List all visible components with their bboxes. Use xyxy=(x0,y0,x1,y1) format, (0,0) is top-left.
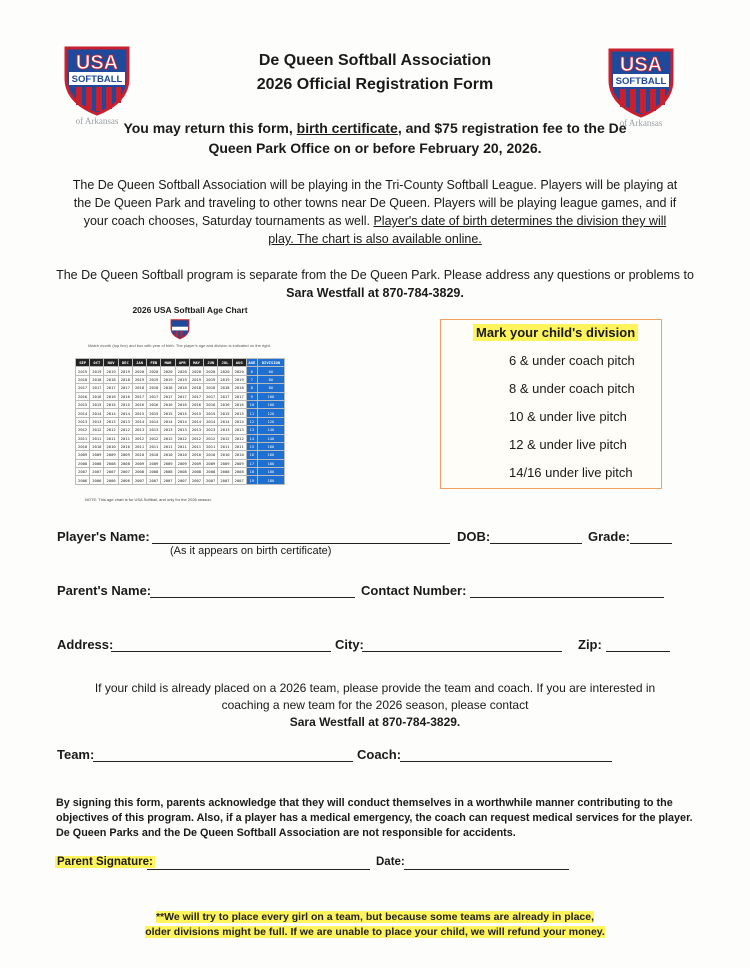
parent-name-label: Parent's Name: xyxy=(57,583,152,598)
age-chart-year-cell: 2019 xyxy=(118,367,132,375)
age-chart-division-cell: 16U xyxy=(257,451,284,459)
age-chart-year-cell: 2018 xyxy=(118,375,132,383)
placed-notice xyxy=(70,680,680,731)
logo-brand: USA xyxy=(75,52,119,74)
logo-subtitle: of Arkansas xyxy=(75,116,119,126)
age-chart-year-cell: 2016 xyxy=(104,392,118,400)
player-name-field[interactable] xyxy=(152,543,450,544)
age-chart-year-cell: 2010 xyxy=(218,451,232,459)
age-chart-year-cell: 2011 xyxy=(76,434,90,442)
age-chart-year-cell: 2018 xyxy=(218,384,232,392)
age-chart-year-cell: 2009 xyxy=(147,459,161,467)
age-chart-age-cell: 12 xyxy=(246,417,257,425)
age-chart-year-cell: 2011 xyxy=(189,442,203,450)
age-chart-year-cell: 2014 xyxy=(132,417,146,425)
age-chart-year-cell: 2010 xyxy=(104,442,118,450)
age-chart-header-row xyxy=(76,359,285,367)
age-chart-year-cell: 2019 xyxy=(175,375,189,383)
division-option[interactable]: 6 & under coach pitch xyxy=(509,353,635,368)
age-chart-year-cell: 2010 xyxy=(147,451,161,459)
age-chart-month-header: OCT xyxy=(90,359,104,367)
age-chart-age-cell: 6 xyxy=(246,367,257,375)
age-chart-year-cell: 2017 xyxy=(204,392,218,400)
age-chart-year-cell: 2016 xyxy=(90,392,104,400)
logo-wordmark: SOFTBALL xyxy=(71,74,123,85)
age-chart-year-cell: 2017 xyxy=(232,392,246,400)
logo-brand: USA xyxy=(619,54,663,76)
age-chart-year-cell: 2015 xyxy=(118,400,132,408)
separate-notice xyxy=(55,266,695,302)
age-chart-year-cell: 2015 xyxy=(218,409,232,417)
age-chart-title: 2026 USA Softball Age Chart xyxy=(132,305,248,315)
contact-number-field[interactable] xyxy=(470,597,664,598)
age-chart-year-cell: 2008 xyxy=(76,459,90,467)
age-chart-year-cell: 2014 xyxy=(104,409,118,417)
zip-field[interactable] xyxy=(606,651,670,652)
age-chart-year-cell: 2009 xyxy=(204,459,218,467)
age-chart-year-cell: 2011 xyxy=(147,442,161,450)
age-chart-year-cell: 2016 xyxy=(76,392,90,400)
age-chart-year-cell: 2007 xyxy=(204,476,218,484)
player-name-label: Player's Name: xyxy=(57,529,150,544)
age-chart-year-cell: 2014 xyxy=(76,409,90,417)
age-chart-division-cell: 6U xyxy=(257,367,284,375)
age-chart-year-cell: 2018 xyxy=(175,384,189,392)
contact-number-label: Contact Number: xyxy=(361,583,467,598)
division-option[interactable]: 14/16 under live pitch xyxy=(509,465,633,480)
age-chart-age-cell: 10 xyxy=(246,400,257,408)
age-chart-year-cell: 2010 xyxy=(161,451,175,459)
age-chart-year-cell: 2015 xyxy=(232,409,246,417)
age-chart-note: NOTE: This age chart is for USA Softball, and only for the 2026 season. xyxy=(85,497,212,502)
age-chart-year-cell: 2009 xyxy=(161,459,175,467)
age-chart-instructions: Match month (top line) and box with year of birth. The player's age and division is indicated on the right. xyxy=(88,343,271,348)
age-chart-year-cell: 2016 xyxy=(189,400,203,408)
return-notice-birth-certificate: birth certificate xyxy=(296,120,398,136)
age-chart-year-cell: 2012 xyxy=(147,434,161,442)
age-chart-year-cell: 2007 xyxy=(218,476,232,484)
age-chart-year-cell: 2019 xyxy=(132,375,146,383)
age-chart-year-cell: 2014 xyxy=(118,409,132,417)
age-chart-year-cell: 2008 xyxy=(218,468,232,476)
age-chart-year-cell: 2012 xyxy=(161,434,175,442)
age-chart-division-header: DIVISION xyxy=(257,359,284,367)
age-chart-year-cell: 2018 xyxy=(147,384,161,392)
age-chart-year-cell: 2010 xyxy=(118,442,132,450)
age-chart-year-cell: 2020 xyxy=(218,367,232,375)
intro-text: The De Queen Softball Association will be playing in the Tri-County Softball League. Players will be playing at the De Queen Park and traveling to other towns near De Queen. Players will be playing league games, and if your coach chooses, Saturday tournaments as well. xyxy=(72,178,678,228)
age-chart-year-cell: 2018 xyxy=(189,384,203,392)
age-chart-year-cell: 2019 xyxy=(90,367,104,375)
age-chart-year-cell: 2013 xyxy=(161,426,175,434)
age-chart-year-cell: 2014 xyxy=(232,417,246,425)
age-chart-year-cell: 2013 xyxy=(175,426,189,434)
age-chart-year-cell: 2010 xyxy=(189,451,203,459)
age-chart-year-cell: 2007 xyxy=(147,476,161,484)
placed-notice-contact: Sara Westfall at 870-784-3829. xyxy=(289,715,461,729)
age-chart-division-cell: 16U xyxy=(257,442,284,450)
age-chart-year-cell: 2011 xyxy=(118,434,132,442)
age-chart-year-cell: 2015 xyxy=(189,409,203,417)
age-chart-year-cell: 2016 xyxy=(204,400,218,408)
address-label: Address: xyxy=(57,637,114,652)
age-chart-year-cell: 2012 xyxy=(76,426,90,434)
age-chart-year-cell: 2013 xyxy=(104,417,118,425)
age-chart-age-cell: 11 xyxy=(246,409,257,417)
age-chart-year-cell: 2012 xyxy=(204,434,218,442)
age-chart-year-cell: 2006 xyxy=(118,476,132,484)
division-option[interactable]: 12 & under live pitch xyxy=(509,437,627,452)
return-notice-post: , and $75 registration fee to the De Queen Park Office on or before February 20, 2026. xyxy=(208,120,627,156)
age-chart-year-cell: 2008 xyxy=(147,468,161,476)
age-chart-year-cell: 2012 xyxy=(132,434,146,442)
age-chart-year-cell: 2011 xyxy=(204,442,218,450)
age-chart-row xyxy=(76,468,285,476)
separate-text: The De Queen Softball program is separate from the De Queen Park. Please address any questions or problems to xyxy=(56,268,694,282)
age-chart-division-cell: 18U xyxy=(257,468,284,476)
age-chart-year-cell: 2013 xyxy=(132,426,146,434)
age-chart-year-cell: 2020 xyxy=(175,367,189,375)
logo-wordmark: SOFTBALL xyxy=(615,76,667,87)
age-chart-year-cell: 2018 xyxy=(90,375,104,383)
age-chart-year-cell: 2016 xyxy=(147,400,161,408)
age-chart-year-cell: 2008 xyxy=(132,468,146,476)
age-chart-year-cell: 2007 xyxy=(118,468,132,476)
age-chart-year-cell: 2007 xyxy=(76,468,90,476)
age-chart-division-cell: 14U xyxy=(257,434,284,442)
age-chart-month-header: SEP xyxy=(76,359,90,367)
age-chart-division-cell: 18U xyxy=(257,476,284,484)
age-chart-year-cell: 2006 xyxy=(76,476,90,484)
age-chart-year-cell: 2011 xyxy=(90,434,104,442)
age-chart-year-cell: 2015 xyxy=(161,409,175,417)
age-chart-year-cell: 2015 xyxy=(104,400,118,408)
age-chart-year-cell: 2013 xyxy=(147,426,161,434)
age-chart-year-cell: 2017 xyxy=(175,392,189,400)
player-name-hint: (As it appears on birth certificate) xyxy=(170,545,332,557)
age-chart-year-cell: 2020 xyxy=(147,367,161,375)
age-chart-month-header: MAR xyxy=(161,359,175,367)
age-chart-row xyxy=(76,434,285,442)
age-chart-year-cell: 2020 xyxy=(132,367,146,375)
age-chart-year-cell: 2018 xyxy=(232,384,246,392)
age-chart-division-cell: 12U xyxy=(257,417,284,425)
team-label: Team: xyxy=(57,747,95,762)
age-chart-year-cell: 2015 xyxy=(147,409,161,417)
date-label: Date: xyxy=(376,856,405,868)
age-chart-year-cell: 2008 xyxy=(161,468,175,476)
age-chart-division-cell: 10U xyxy=(257,392,284,400)
parent-name-field[interactable] xyxy=(150,597,355,598)
age-chart-row xyxy=(76,375,285,383)
age-chart-year-cell: 2009 xyxy=(218,459,232,467)
age-chart-year-cell: 2011 xyxy=(175,442,189,450)
age-chart-year-cell: 2014 xyxy=(218,417,232,425)
footer-note-line1: **We will try to place every girl on a team, but because some teams are already in place, xyxy=(155,911,595,923)
age-chart-age-cell: 17 xyxy=(246,459,257,467)
age-chart-row xyxy=(76,367,285,375)
age-chart-year-cell: 2019 xyxy=(161,375,175,383)
age-chart-age-cell: 13 xyxy=(246,426,257,434)
age-chart-year-cell: 2016 xyxy=(132,400,146,408)
age-chart-year-cell: 2017 xyxy=(218,392,232,400)
age-chart-row xyxy=(76,442,285,450)
age-chart-year-cell: 2011 xyxy=(132,442,146,450)
coach-label: Coach: xyxy=(357,747,402,762)
age-chart-month-header: DEC xyxy=(118,359,132,367)
age-chart-year-cell: 2017 xyxy=(104,384,118,392)
age-chart-year-cell: 2020 xyxy=(161,367,175,375)
age-chart-year-cell: 2016 xyxy=(161,400,175,408)
form-title: 2026 Official Registration Form xyxy=(256,76,494,93)
age-chart-year-cell: 2019 xyxy=(147,375,161,383)
age-chart-month-header: JUN xyxy=(204,359,218,367)
age-chart-year-cell: 2014 xyxy=(189,417,203,425)
grade-field[interactable] xyxy=(630,543,672,544)
age-chart-year-cell: 2010 xyxy=(175,451,189,459)
age-chart-row xyxy=(76,451,285,459)
age-chart-age-cell: 9 xyxy=(246,392,257,400)
age-chart-year-cell: 2009 xyxy=(132,459,146,467)
age-chart-year-cell: 2017 xyxy=(161,392,175,400)
age-chart-division-cell: 14U xyxy=(257,426,284,434)
division-option[interactable]: 10 & under live pitch xyxy=(509,409,627,424)
age-chart-year-cell: 2008 xyxy=(118,459,132,467)
age-chart-division-cell: 18U xyxy=(257,459,284,467)
age-chart-year-cell: 2011 xyxy=(104,434,118,442)
age-chart-year-cell: 2012 xyxy=(175,434,189,442)
separate-contact: Sara Westfall at 870-784-3829. xyxy=(286,286,464,300)
age-chart-year-cell: 2016 xyxy=(118,392,132,400)
small-usa-softball-icon xyxy=(170,318,190,340)
age-chart-year-cell: 2013 xyxy=(204,426,218,434)
age-chart-year-cell: 2010 xyxy=(132,451,146,459)
age-chart-division-cell: 8U xyxy=(257,375,284,383)
parent-signature-label: Parent Signature: xyxy=(57,856,153,868)
age-chart xyxy=(75,358,285,485)
intro-underlined: Player's date of birth determines the division they will play. The chart is also available online. xyxy=(268,214,667,246)
age-chart-year-cell: 2016 xyxy=(232,400,246,408)
age-chart-year-cell: 2008 xyxy=(175,468,189,476)
age-chart-year-cell: 2015 xyxy=(76,400,90,408)
age-chart-year-cell: 2013 xyxy=(232,426,246,434)
age-chart-month-header: FEB xyxy=(147,359,161,367)
age-chart-year-cell: 2017 xyxy=(90,384,104,392)
age-chart-year-cell: 2007 xyxy=(90,468,104,476)
age-chart-year-cell: 2007 xyxy=(189,476,203,484)
footer-note-line2: older divisions might be full. If we are unable to place your child, we will refund your money. xyxy=(145,926,605,938)
age-chart-year-cell: 2011 xyxy=(218,442,232,450)
age-chart-year-cell: 2017 xyxy=(118,384,132,392)
age-chart-year-cell: 2011 xyxy=(161,442,175,450)
logo-subtitle: of Arkansas xyxy=(619,118,663,128)
age-chart-year-cell: 2012 xyxy=(118,426,132,434)
zip-label: Zip: xyxy=(578,637,602,652)
age-chart-year-cell: 2014 xyxy=(204,417,218,425)
age-chart-year-cell: 2009 xyxy=(118,451,132,459)
age-chart-year-cell: 2006 xyxy=(90,476,104,484)
age-chart-year-cell: 2009 xyxy=(175,459,189,467)
age-chart-month-header: APR xyxy=(175,359,189,367)
age-chart-age-cell: 7 xyxy=(246,375,257,383)
date-field[interactable] xyxy=(404,869,569,870)
age-chart-year-cell: 2019 xyxy=(104,367,118,375)
age-chart-year-cell: 2013 xyxy=(118,417,132,425)
age-chart-age-cell: 19 xyxy=(246,476,257,484)
age-chart-age-cell: 18 xyxy=(246,468,257,476)
age-chart-year-cell: 2017 xyxy=(76,384,90,392)
age-chart-month-header: JUL xyxy=(218,359,232,367)
age-chart-year-cell: 2018 xyxy=(76,375,90,383)
age-chart-year-cell: 2018 xyxy=(132,384,146,392)
age-chart-year-cell: 2014 xyxy=(175,417,189,425)
age-chart-year-cell: 2016 xyxy=(218,400,232,408)
age-chart-division-cell: 8U xyxy=(257,384,284,392)
age-chart-year-cell: 2009 xyxy=(189,459,203,467)
age-chart-year-cell: 2013 xyxy=(76,417,90,425)
age-chart-year-cell: 2007 xyxy=(104,468,118,476)
age-chart-year-cell: 2007 xyxy=(175,476,189,484)
age-chart-year-cell: 2019 xyxy=(204,375,218,383)
city-field[interactable] xyxy=(362,651,562,652)
age-chart-year-cell: 2008 xyxy=(104,459,118,467)
age-chart-row xyxy=(76,459,285,467)
age-chart-year-cell: 2009 xyxy=(90,451,104,459)
org-name: De Queen Softball Association xyxy=(258,52,492,69)
dob-field[interactable] xyxy=(490,543,582,544)
age-chart-year-cell: 2016 xyxy=(175,400,189,408)
age-chart-row xyxy=(76,384,285,392)
age-chart-month-header: AUG xyxy=(232,359,246,367)
age-chart-year-cell: 2008 xyxy=(204,468,218,476)
team-field[interactable] xyxy=(93,761,353,762)
age-chart-year-cell: 2019 xyxy=(232,375,246,383)
division-selection-box xyxy=(440,319,662,489)
age-chart-year-cell: 2009 xyxy=(232,459,246,467)
age-chart-row xyxy=(76,476,285,484)
age-chart-row xyxy=(76,409,285,417)
age-chart-division-cell: 10U xyxy=(257,400,284,408)
coach-field[interactable] xyxy=(400,761,612,762)
age-chart-year-cell: 2008 xyxy=(232,468,246,476)
age-chart-year-cell: 2011 xyxy=(232,442,246,450)
age-chart-year-cell: 2012 xyxy=(189,434,203,442)
age-chart-row xyxy=(76,392,285,400)
acknowledgement-text: By signing this form, parents acknowledge that they will conduct themselves in a worthwhile manner contributing to the objectives of this program. Also, if a player has a medical emergency, the coach can request medical services for the player. De Queen Parks and the De Queen Softball Association are not responsible for accidents. xyxy=(56,797,693,839)
age-chart-year-cell: 2012 xyxy=(104,426,118,434)
age-chart-year-cell: 2013 xyxy=(189,426,203,434)
age-chart-year-cell: 2015 xyxy=(90,400,104,408)
age-chart-year-cell: 2015 xyxy=(204,409,218,417)
intro-paragraph xyxy=(70,176,680,248)
age-chart-year-cell: 2008 xyxy=(189,468,203,476)
age-chart-year-cell: 2018 xyxy=(104,375,118,383)
age-chart-year-cell: 2018 xyxy=(204,384,218,392)
age-chart-year-cell: 2015 xyxy=(175,409,189,417)
age-chart-division-cell: 12U xyxy=(257,409,284,417)
age-chart-year-cell: 2017 xyxy=(132,392,146,400)
age-chart-age-header: AGE xyxy=(246,359,257,367)
age-chart-year-cell: 2009 xyxy=(104,451,118,459)
age-chart-month-header: JAN xyxy=(132,359,146,367)
return-notice xyxy=(120,118,630,158)
age-chart-year-cell: 2014 xyxy=(147,417,161,425)
age-chart-year-cell: 2014 xyxy=(161,417,175,425)
age-chart-year-cell: 2020 xyxy=(204,367,218,375)
dob-label: DOB: xyxy=(457,529,491,544)
age-chart-year-cell: 2012 xyxy=(232,434,246,442)
age-chart-row xyxy=(76,417,285,425)
age-chart-year-cell: 2008 xyxy=(90,459,104,467)
age-chart-year-cell: 2020 xyxy=(232,367,246,375)
parent-signature-field[interactable] xyxy=(147,869,370,870)
placed-notice-text: If your child is already placed on a 2026 team, please provide the team and coach. If you are interested in coaching a new team for the 2026 season, please contact xyxy=(94,681,656,712)
age-chart-year-cell: 2007 xyxy=(132,476,146,484)
age-chart-year-cell: 2014 xyxy=(90,409,104,417)
age-chart-row xyxy=(76,426,285,434)
age-chart-year-cell: 2010 xyxy=(90,442,104,450)
footer-note xyxy=(145,910,605,940)
age-chart-year-cell: 2007 xyxy=(232,476,246,484)
age-chart-year-cell: 2012 xyxy=(218,434,232,442)
age-chart-year-cell: 2019 xyxy=(76,367,90,375)
age-chart-year-cell: 2019 xyxy=(218,375,232,383)
age-chart-year-cell: 2017 xyxy=(147,392,161,400)
age-chart-year-cell: 2018 xyxy=(161,384,175,392)
age-chart-year-cell: 2015 xyxy=(132,409,146,417)
age-chart-year-cell: 2006 xyxy=(104,476,118,484)
age-chart-year-cell: 2019 xyxy=(189,375,203,383)
age-chart-year-cell: 2013 xyxy=(90,417,104,425)
age-chart-year-cell: 2007 xyxy=(161,476,175,484)
age-chart-year-cell: 2017 xyxy=(189,392,203,400)
age-chart-year-cell: 2010 xyxy=(204,451,218,459)
age-chart-age-cell: 16 xyxy=(246,451,257,459)
age-chart-month-header: NOV xyxy=(104,359,118,367)
age-chart-year-cell: 2009 xyxy=(76,451,90,459)
age-chart-year-cell: 2013 xyxy=(218,426,232,434)
city-label: City: xyxy=(335,637,364,652)
age-chart-month-header: MAY xyxy=(189,359,203,367)
age-chart-age-cell: 15 xyxy=(246,442,257,450)
grade-label: Grade: xyxy=(588,529,630,544)
age-chart-age-cell: 8 xyxy=(246,384,257,392)
age-chart-year-cell: 2012 xyxy=(90,426,104,434)
age-chart-row xyxy=(76,400,285,408)
age-chart-year-cell: 2020 xyxy=(189,367,203,375)
return-notice-pre: You may return this form, xyxy=(123,120,297,136)
division-box-title: Mark your child's division xyxy=(473,324,638,341)
age-chart-year-cell: 2010 xyxy=(232,451,246,459)
division-option[interactable]: 8 & under coach pitch xyxy=(509,381,635,396)
age-chart-age-cell: 14 xyxy=(246,434,257,442)
age-chart-table xyxy=(75,358,285,485)
address-field[interactable] xyxy=(111,651,331,652)
age-chart-year-cell: 2010 xyxy=(76,442,90,450)
